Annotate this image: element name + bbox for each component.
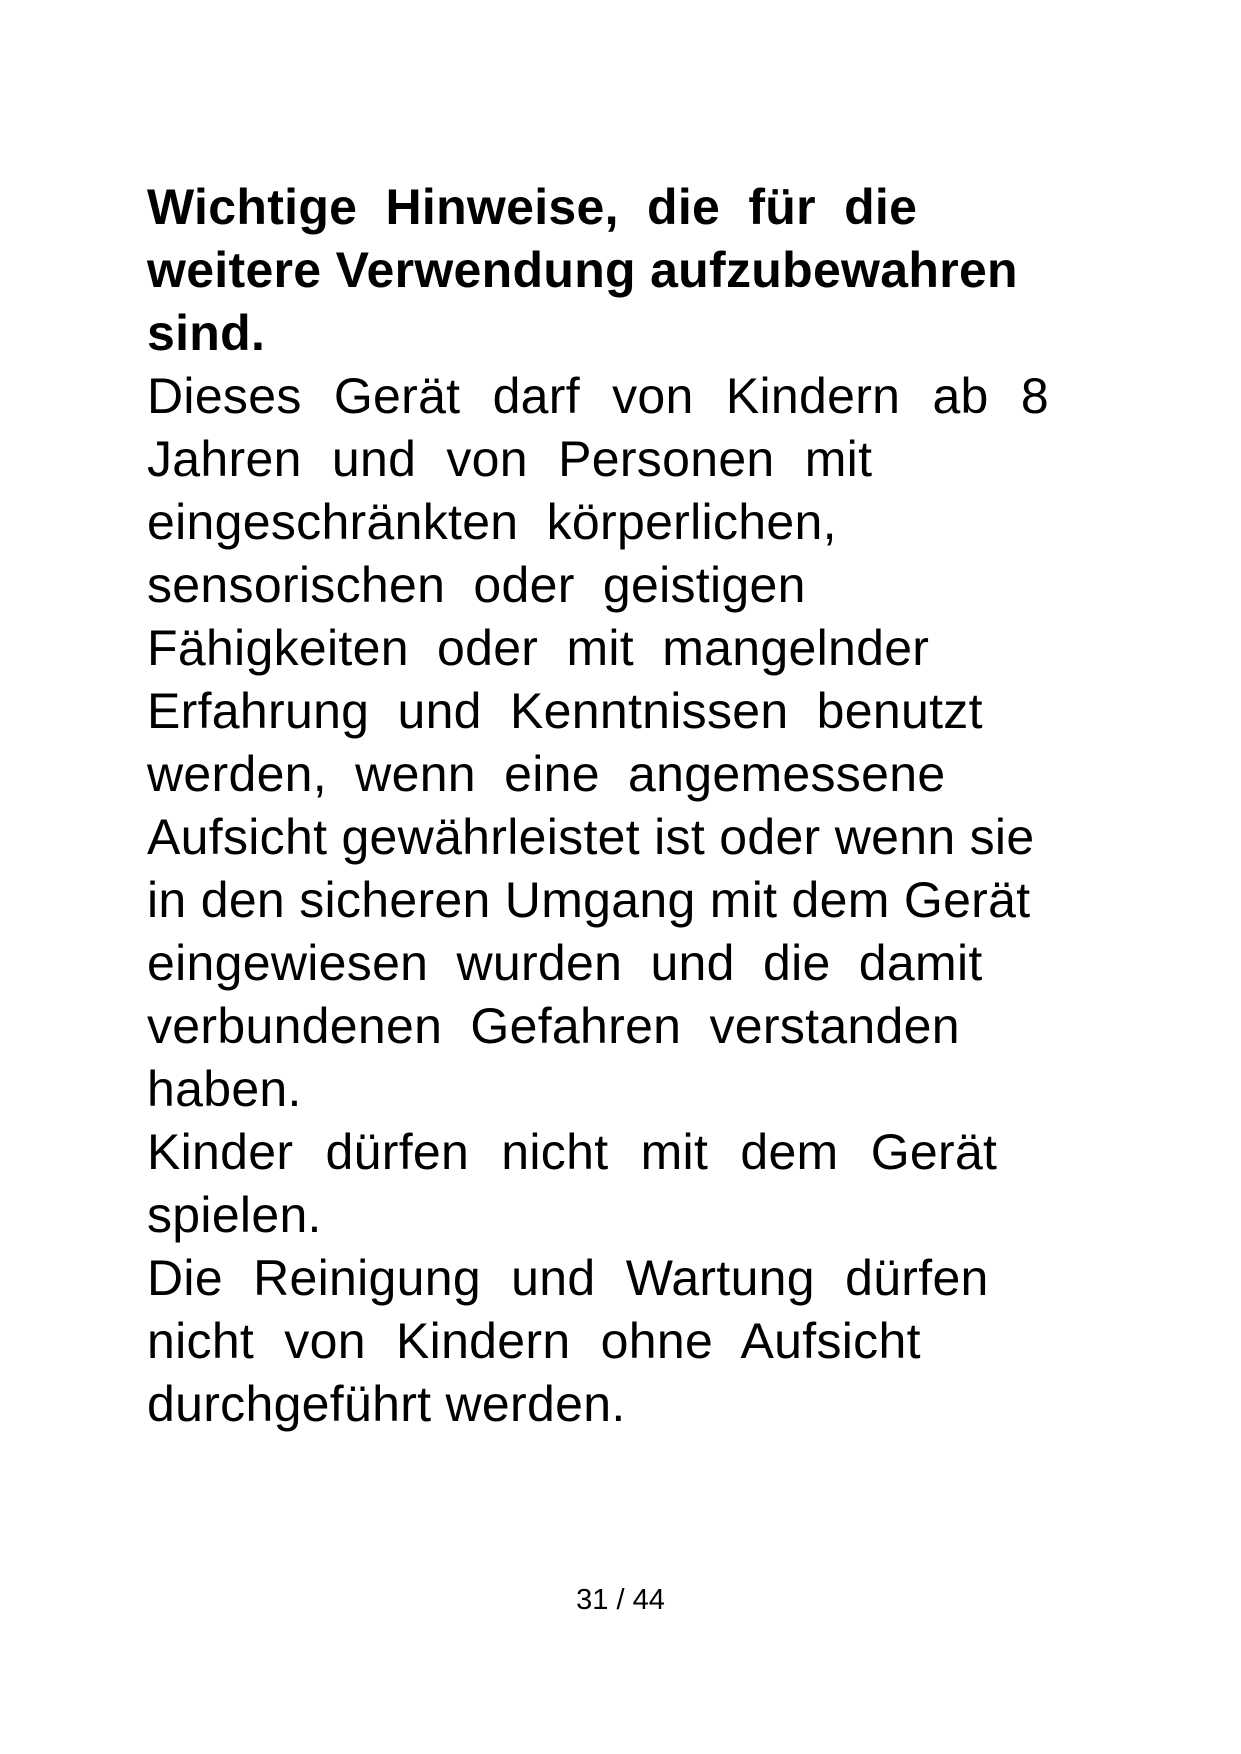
paragraph-cleaning (147, 1247, 1107, 1436)
paragraph-line: Die Reinigung und Wartung dürfen (147, 1250, 989, 1306)
paragraph-line: in den sicheren Umgang mit dem Gerät (147, 872, 1031, 928)
paragraph-line: Fähigkeiten oder mit mangelnder (147, 620, 930, 676)
paragraph-line: sensorischen oder geistigen (147, 557, 806, 613)
paragraph-line: nicht von Kindern ohne Aufsicht (147, 1313, 921, 1369)
paragraph-line: Erfahrung und Kenntnissen benutzt (147, 683, 983, 739)
paragraph-line: verbundenen Gefahren verstanden (147, 998, 960, 1054)
paragraph-line: Dieses Gerät darf von Kindern ab 8 (147, 368, 1049, 424)
paragraph-usage-restrictions (147, 365, 1107, 1121)
paragraph-line: durchgeführt werden. (147, 1376, 626, 1432)
page-content (147, 176, 1107, 1436)
page-number: 31 / 44 (576, 1584, 665, 1616)
paragraph-line: eingeschränkten körperlichen, (147, 494, 837, 550)
heading-line: sind. (147, 305, 266, 361)
paragraph-line: werden, wenn eine angemessene (147, 746, 946, 802)
paragraph-line: haben. (147, 1061, 302, 1117)
heading-line: Wichtige Hinweise, die für die (147, 179, 918, 235)
section-heading (147, 176, 1107, 365)
paragraph-line: spielen. (147, 1187, 322, 1243)
paragraph-line: Kinder dürfen nicht mit dem Gerät (147, 1124, 998, 1180)
paragraph-line: eingewiesen wurden und die damit (147, 935, 983, 991)
paragraph-no-playing (147, 1121, 1107, 1247)
paragraph-line: Aufsicht gewährleistet ist oder wenn sie (147, 809, 1035, 865)
paragraph-line: Jahren und von Personen mit (147, 431, 873, 487)
heading-line: weitere Verwendung aufzubewahren (147, 242, 1018, 298)
